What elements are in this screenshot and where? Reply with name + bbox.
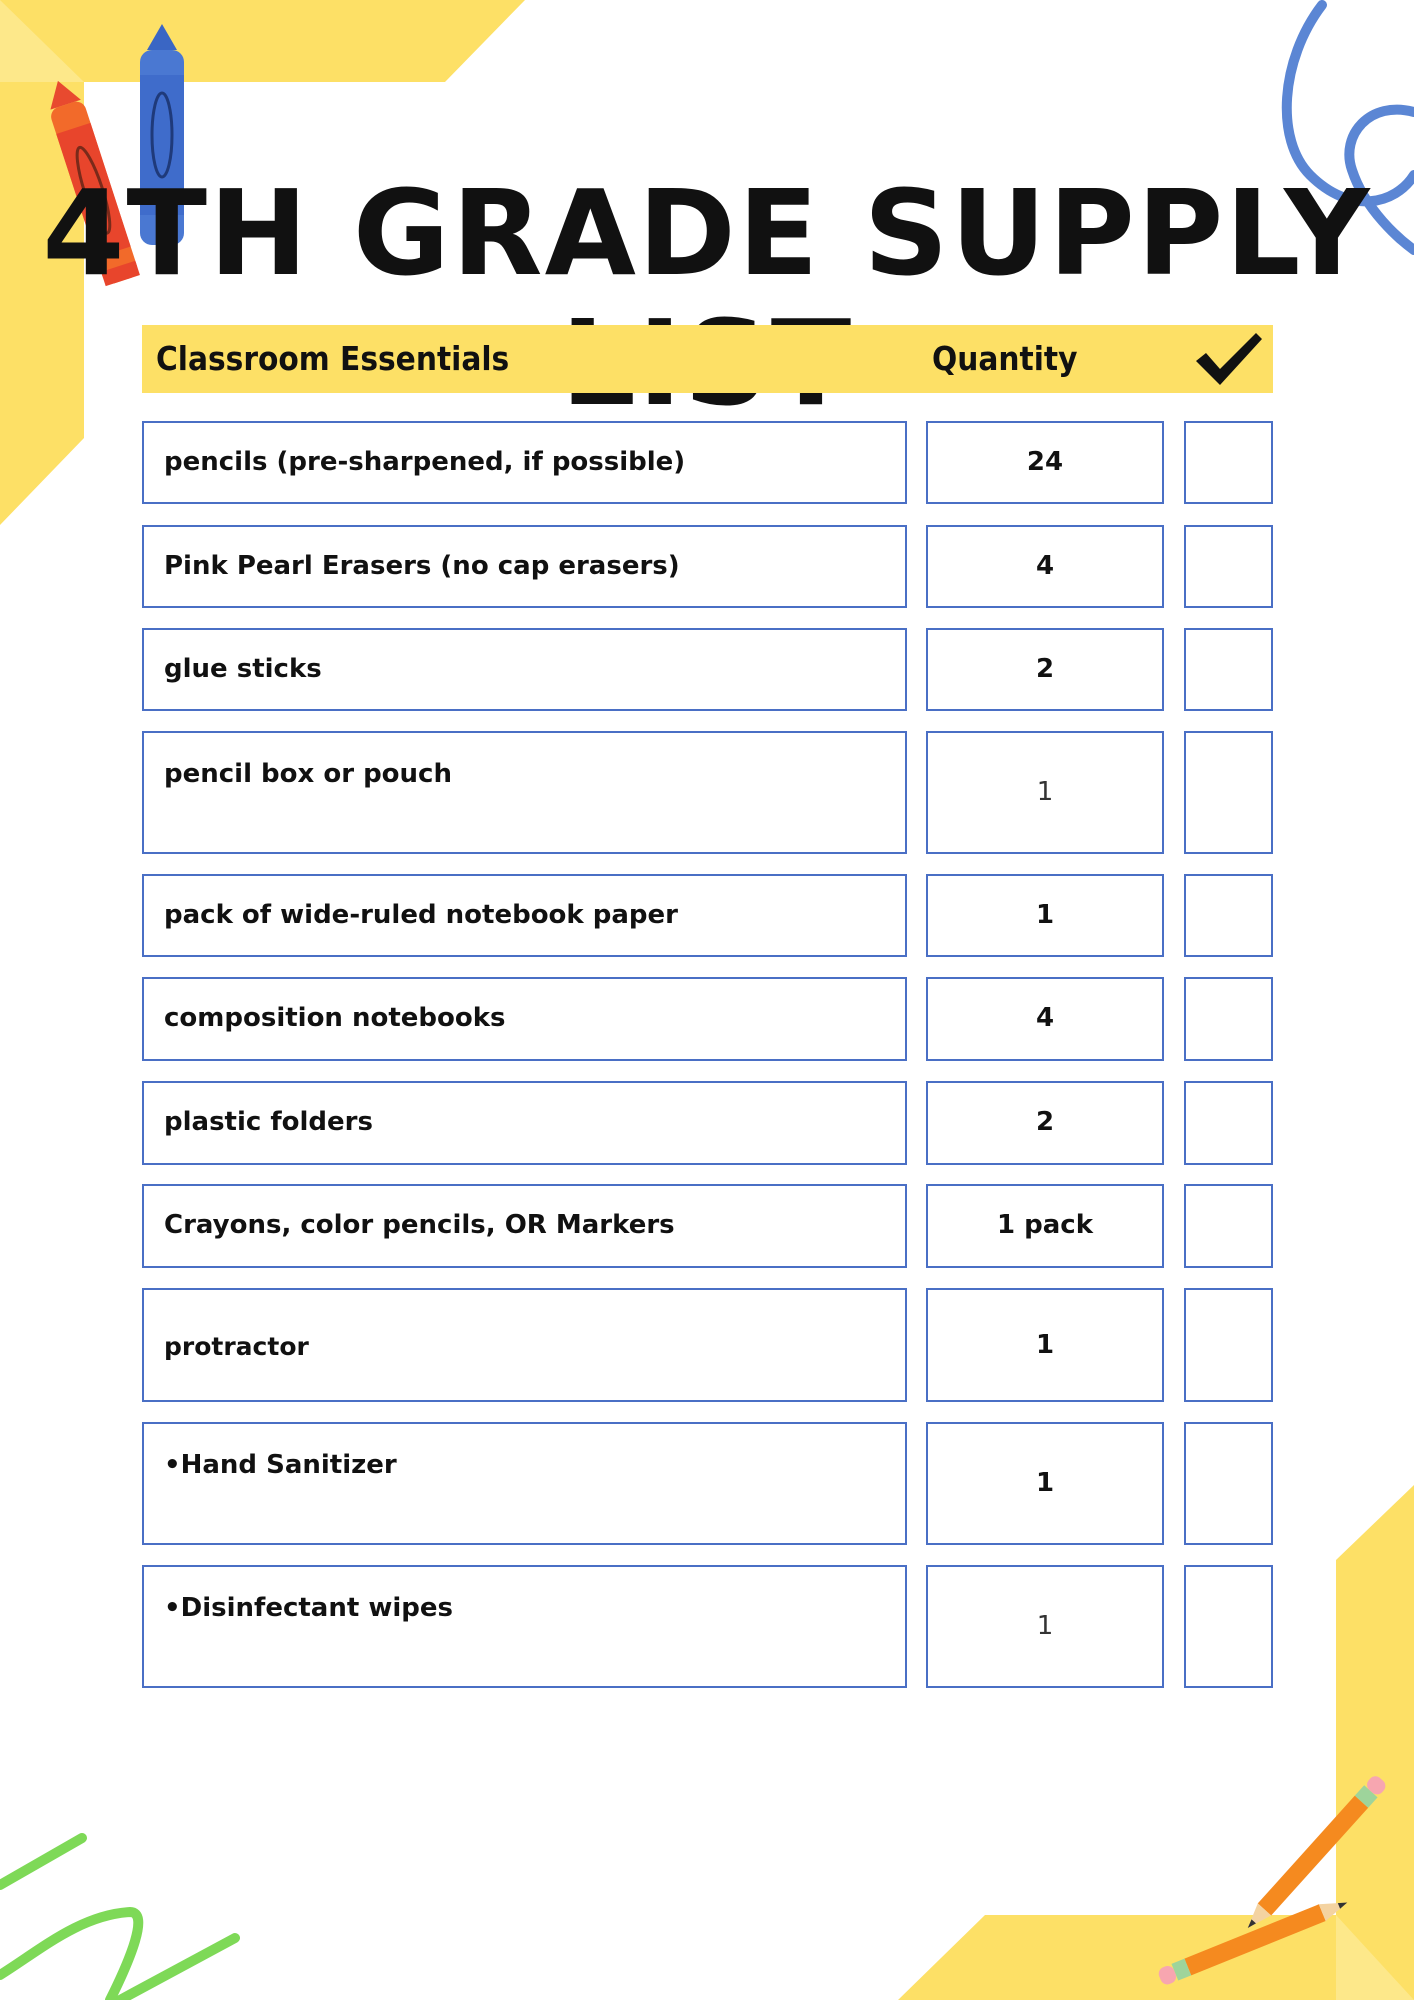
item-name: •Hand Sanitizer (164, 1450, 397, 1480)
item-name-cell (142, 1288, 907, 1402)
table-row (0, 628, 1414, 711)
table-row (0, 1565, 1414, 1688)
item-quantity: 1 pack (996, 1210, 1093, 1240)
item-name-cell (142, 977, 907, 1061)
table-row (0, 874, 1414, 957)
item-quantity-cell (926, 874, 1164, 957)
item-name-cell (142, 1565, 907, 1688)
item-quantity-cell (926, 628, 1164, 711)
table-row (0, 731, 1414, 854)
item-name: protractor (164, 1332, 309, 1361)
item-quantity-cell (926, 731, 1164, 854)
table-row (0, 977, 1414, 1061)
checkmark-icon (1192, 331, 1264, 387)
table-row (0, 1081, 1414, 1165)
item-name-cell (142, 1081, 907, 1165)
table-row (0, 1422, 1414, 1545)
item-quantity: 4 (1035, 551, 1055, 581)
scribble-icon-green (0, 1838, 235, 2000)
item-quantity-cell (926, 1081, 1164, 1165)
quantity-label: Quantity (932, 339, 1078, 378)
item-quantity-cell (926, 977, 1164, 1061)
item-quantity: 1 (1035, 900, 1055, 930)
item-checkbox[interactable] (1184, 1081, 1273, 1165)
item-quantity: 1 (1035, 1468, 1055, 1498)
item-quantity-cell (926, 421, 1164, 504)
item-checkbox[interactable] (1184, 1288, 1273, 1402)
item-checkbox[interactable] (1184, 977, 1273, 1061)
item-quantity-cell (926, 1288, 1164, 1402)
table-row (0, 1288, 1414, 1402)
item-checkbox[interactable] (1184, 525, 1273, 608)
item-name-cell (142, 1184, 907, 1268)
table-header (142, 325, 1273, 393)
item-name: Pink Pearl Erasers (no cap erasers) (164, 551, 680, 581)
item-quantity: 4 (1035, 1003, 1055, 1033)
item-name: composition notebooks (164, 1003, 506, 1033)
item-quantity: 2 (1035, 1107, 1055, 1137)
item-name: pencils (pre-sharpened, if possible) (164, 447, 686, 477)
item-quantity-cell (926, 1184, 1164, 1268)
item-checkbox[interactable] (1184, 1422, 1273, 1545)
item-quantity-cell (926, 525, 1164, 608)
section-label: Classroom Essentials (156, 339, 510, 378)
item-name-cell (142, 525, 907, 608)
item-quantity: 1 (1036, 777, 1054, 807)
item-quantity: 2 (1035, 654, 1055, 684)
item-name: glue sticks (164, 654, 322, 684)
page-title: 4TH GRADE SUPPLY (42, 164, 1372, 302)
item-quantity-cell (926, 1565, 1164, 1688)
item-name: pack of wide-ruled notebook paper (164, 900, 678, 930)
item-name-cell (142, 421, 907, 504)
item-name: pencil box or pouch (164, 759, 452, 789)
item-checkbox[interactable] (1184, 731, 1273, 854)
item-name-cell (142, 628, 907, 711)
item-checkbox[interactable] (1184, 1565, 1273, 1688)
table-row (0, 1184, 1414, 1268)
item-checkbox[interactable] (1184, 1184, 1273, 1268)
item-name: Crayons, color pencils, OR Markers (164, 1210, 675, 1240)
table-row (0, 421, 1414, 504)
item-checkbox[interactable] (1184, 421, 1273, 504)
item-quantity: 1 (1035, 1330, 1055, 1360)
item-name: plastic folders (164, 1107, 373, 1137)
item-name-cell (142, 731, 907, 854)
item-checkbox[interactable] (1184, 628, 1273, 711)
item-name-cell (142, 874, 907, 957)
item-quantity: 1 (1036, 1611, 1054, 1641)
item-name: •Disinfectant wipes (164, 1593, 453, 1623)
item-checkbox[interactable] (1184, 874, 1273, 957)
item-quantity: 24 (1026, 447, 1064, 477)
item-quantity-cell (926, 1422, 1164, 1545)
item-name-cell (142, 1422, 907, 1545)
table-row (0, 525, 1414, 608)
